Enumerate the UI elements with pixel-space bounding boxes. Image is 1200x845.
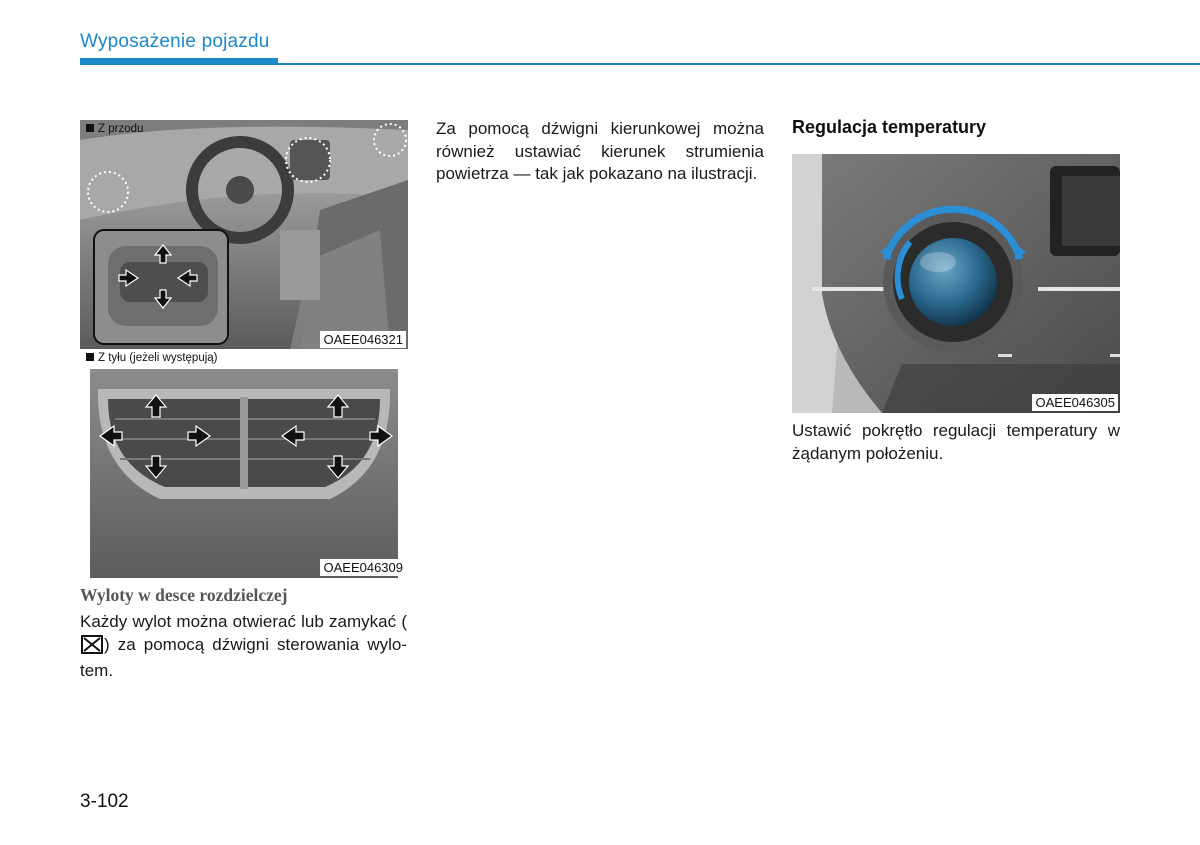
figure-front-code: OAEE046321	[320, 331, 406, 348]
vents-paragraph: Każdy wylot można otwierać lub zamykać () za pomocą dźwigni sterowania wylo-tem.	[80, 612, 407, 680]
figure-temp-code: OAEE046305	[1032, 394, 1118, 411]
header-rule-accent	[80, 58, 278, 64]
section-title: Wyposażenie pojazdu	[80, 31, 270, 52]
figure-rear-caption: Z tyłu (jeżeli występują)	[98, 352, 218, 364]
temperature-paragraph: Ustawić pokrętło regulacji temperatury w żądanym położeniu.	[792, 421, 1120, 463]
page-number: 3-102	[80, 791, 129, 812]
figure-rear-vents	[80, 349, 408, 578]
figure-front-caption: Z przodu	[98, 123, 144, 135]
figure-front-vents	[80, 120, 408, 350]
direction-paragraph: Za pomocą dźwigni kierunkowej można również ustawiać kierunek strumienia powietrza — tak jak pokazano na ilustracji.	[436, 119, 764, 183]
close-box-icon	[81, 635, 103, 661]
temperature-heading: Regulacja temperatury	[792, 117, 987, 137]
vents-heading: Wyloty w desce rozdzielczej	[80, 585, 288, 605]
figure-rear-code: OAEE046309	[320, 559, 406, 576]
figure-temperature-knob	[792, 154, 1120, 413]
